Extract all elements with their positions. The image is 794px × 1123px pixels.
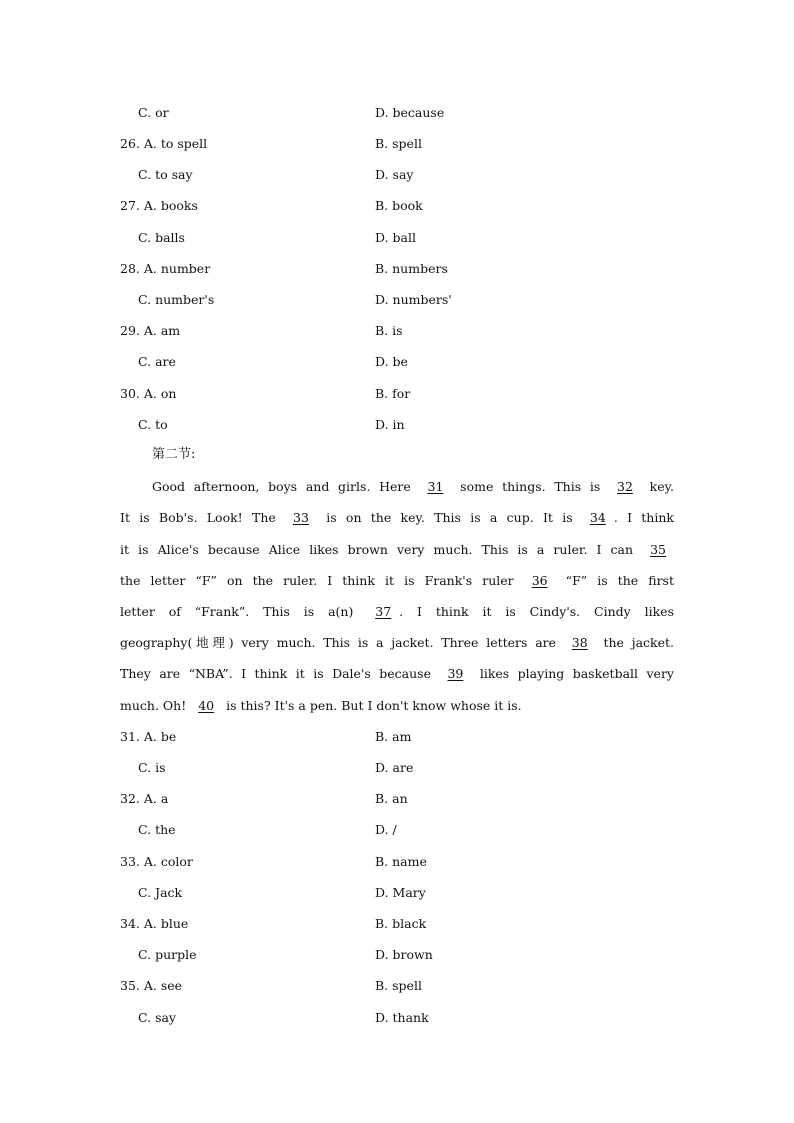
question-stem-a — [120, 914, 188, 934]
question-28-ab — [0, 259, 794, 279]
option-a: A. books — [143, 198, 198, 213]
question-number: 33. — [120, 854, 140, 869]
option-c: C. to — [138, 417, 168, 432]
option-c: C. to say — [138, 167, 193, 182]
question-number: 34. — [120, 916, 140, 931]
option-c: C. Jack — [138, 885, 183, 900]
option-d: D. Mary — [375, 885, 426, 900]
option-d: D. numbers' — [375, 292, 452, 307]
option-c: C. balls — [138, 230, 185, 245]
question-33-ab — [0, 852, 794, 872]
question-stem-a — [120, 134, 207, 154]
option-c: C. number's — [138, 292, 215, 307]
option-a: A. to spell — [143, 136, 208, 151]
question-32-ab — [0, 789, 794, 809]
question-number: 29. — [120, 323, 140, 338]
passage-text: “F” is the first — [555, 573, 674, 588]
passage-text: likes playing basketball very — [471, 666, 674, 681]
passage-line-3 — [120, 539, 674, 561]
option-a: A. number — [143, 261, 211, 276]
blank-32: 32 — [617, 479, 633, 494]
question-stem-a — [120, 196, 198, 216]
blank-35: 35 — [650, 542, 666, 557]
blank-33: 33 — [293, 510, 309, 525]
option-a: A. see — [143, 978, 183, 993]
question-29-cd — [0, 352, 794, 372]
option-b: B. is — [375, 323, 403, 338]
question-35-ab — [0, 976, 794, 996]
passage-text: the letter “F” on the ruler. I think it is Frank's ruler — [120, 573, 524, 588]
question-stem-a — [120, 321, 180, 341]
passage-text: much. Oh! — [120, 698, 191, 713]
passage-text: It is Bob's. Look! The — [120, 510, 286, 525]
passage-line-6 — [120, 632, 674, 654]
option-c: C. say — [138, 1010, 176, 1025]
option-b: B. black — [375, 916, 427, 931]
option-d: D. say — [375, 167, 414, 182]
question-stem-a — [120, 789, 168, 809]
passage-text: They are “NBA”. I think it is Dale's because — [120, 666, 440, 681]
passage-line-8 — [120, 695, 674, 717]
option-b: B. an — [375, 791, 408, 806]
passage-line-7 — [120, 663, 674, 685]
option-b: B. spell — [375, 978, 422, 993]
question-number: 32. — [120, 791, 140, 806]
question-number: 28. — [120, 261, 140, 276]
passage-text: the jacket. — [595, 635, 674, 650]
passage-line-5 — [120, 601, 674, 623]
question-34-cd — [0, 945, 794, 965]
passage-text: is on the key. This is a cup. It is — [316, 510, 582, 525]
question-27-cd — [0, 228, 794, 248]
question-stem-a — [120, 259, 210, 279]
option-d: D. thank — [375, 1010, 429, 1025]
q25-options-cd — [0, 103, 794, 123]
blank-34: 34 — [589, 510, 606, 525]
option-a: A. blue — [143, 916, 189, 931]
question-35-cd — [0, 1008, 794, 1028]
passage-line-4 — [120, 570, 674, 592]
question-28-cd — [0, 290, 794, 310]
question-29-ab — [0, 321, 794, 341]
passage-text: Good afternoon, boys and girls. Here — [152, 479, 420, 494]
question-stem-a — [120, 852, 193, 872]
question-stem-a — [120, 727, 176, 747]
question-number: 35. — [120, 978, 140, 993]
blank-40: 40 — [198, 698, 215, 713]
passage-text: geography(地理) very much. This is a jacket. Three letters are — [120, 635, 564, 650]
question-stem-a — [120, 384, 176, 404]
passage-line-2 — [120, 507, 674, 529]
option-b: B. book — [375, 198, 423, 213]
blank-37: 37 — [375, 604, 392, 619]
blank-31: 31 — [427, 479, 444, 494]
question-26-ab — [0, 134, 794, 154]
question-number: 26. — [120, 136, 140, 151]
option-c: C. is — [138, 760, 166, 775]
question-number: 31. — [120, 729, 140, 744]
option-d: D. in — [375, 417, 405, 432]
option-a: A. color — [143, 854, 193, 869]
question-31-ab — [0, 727, 794, 747]
passage-text: it is Alice's because Alice likes brown very much. This is a ruler. I can — [120, 542, 643, 557]
passage-text: some things. This is — [451, 479, 609, 494]
passage-text: . I think — [613, 510, 674, 525]
option-c: C. purple — [138, 947, 197, 962]
option-b: B. for — [375, 386, 411, 401]
passage-text: letter of “Frank”. This is a(n) — [120, 604, 368, 619]
option-d: D. ball — [375, 230, 416, 245]
option-b: B. spell — [375, 136, 422, 151]
option-b: B. am — [375, 729, 412, 744]
question-number: 30. — [120, 386, 140, 401]
option-b: B. numbers — [375, 261, 448, 276]
blank-39: 39 — [447, 666, 464, 681]
question-34-ab — [0, 914, 794, 934]
question-30-ab — [0, 384, 794, 404]
blank-38: 38 — [571, 635, 588, 650]
option-d: D. are — [375, 760, 414, 775]
question-31-cd — [0, 758, 794, 778]
passage-text: . I think it is Cindy's. Cindy likes — [399, 604, 674, 619]
passage-text: key. — [640, 479, 674, 494]
blank-36: 36 — [531, 573, 548, 588]
option-a: A. am — [143, 323, 181, 338]
option-c: C. the — [138, 822, 176, 837]
question-stem-a — [120, 976, 182, 996]
section-title: 第二节: — [152, 447, 196, 462]
passage-text: is this? It's a pen. But I don't know whose it is. — [222, 698, 522, 713]
option-a: A. on — [143, 386, 177, 401]
option-d: D. be — [375, 354, 408, 369]
question-30-cd — [0, 415, 794, 435]
question-27-ab — [0, 196, 794, 216]
option-a: A. be — [143, 729, 177, 744]
question-26-cd — [0, 165, 794, 185]
question-number: 27. — [120, 198, 140, 213]
question-32-cd — [0, 820, 794, 840]
option-d: D. brown — [375, 947, 433, 962]
option-c: C. are — [138, 354, 176, 369]
option-d: D. / — [375, 822, 397, 837]
option-c: C. or — [138, 105, 169, 120]
option-b: B. name — [375, 854, 427, 869]
passage-line-1 — [152, 476, 674, 498]
question-33-cd — [0, 883, 794, 903]
option-d: D. because — [375, 105, 445, 120]
option-a: A. a — [143, 791, 169, 806]
